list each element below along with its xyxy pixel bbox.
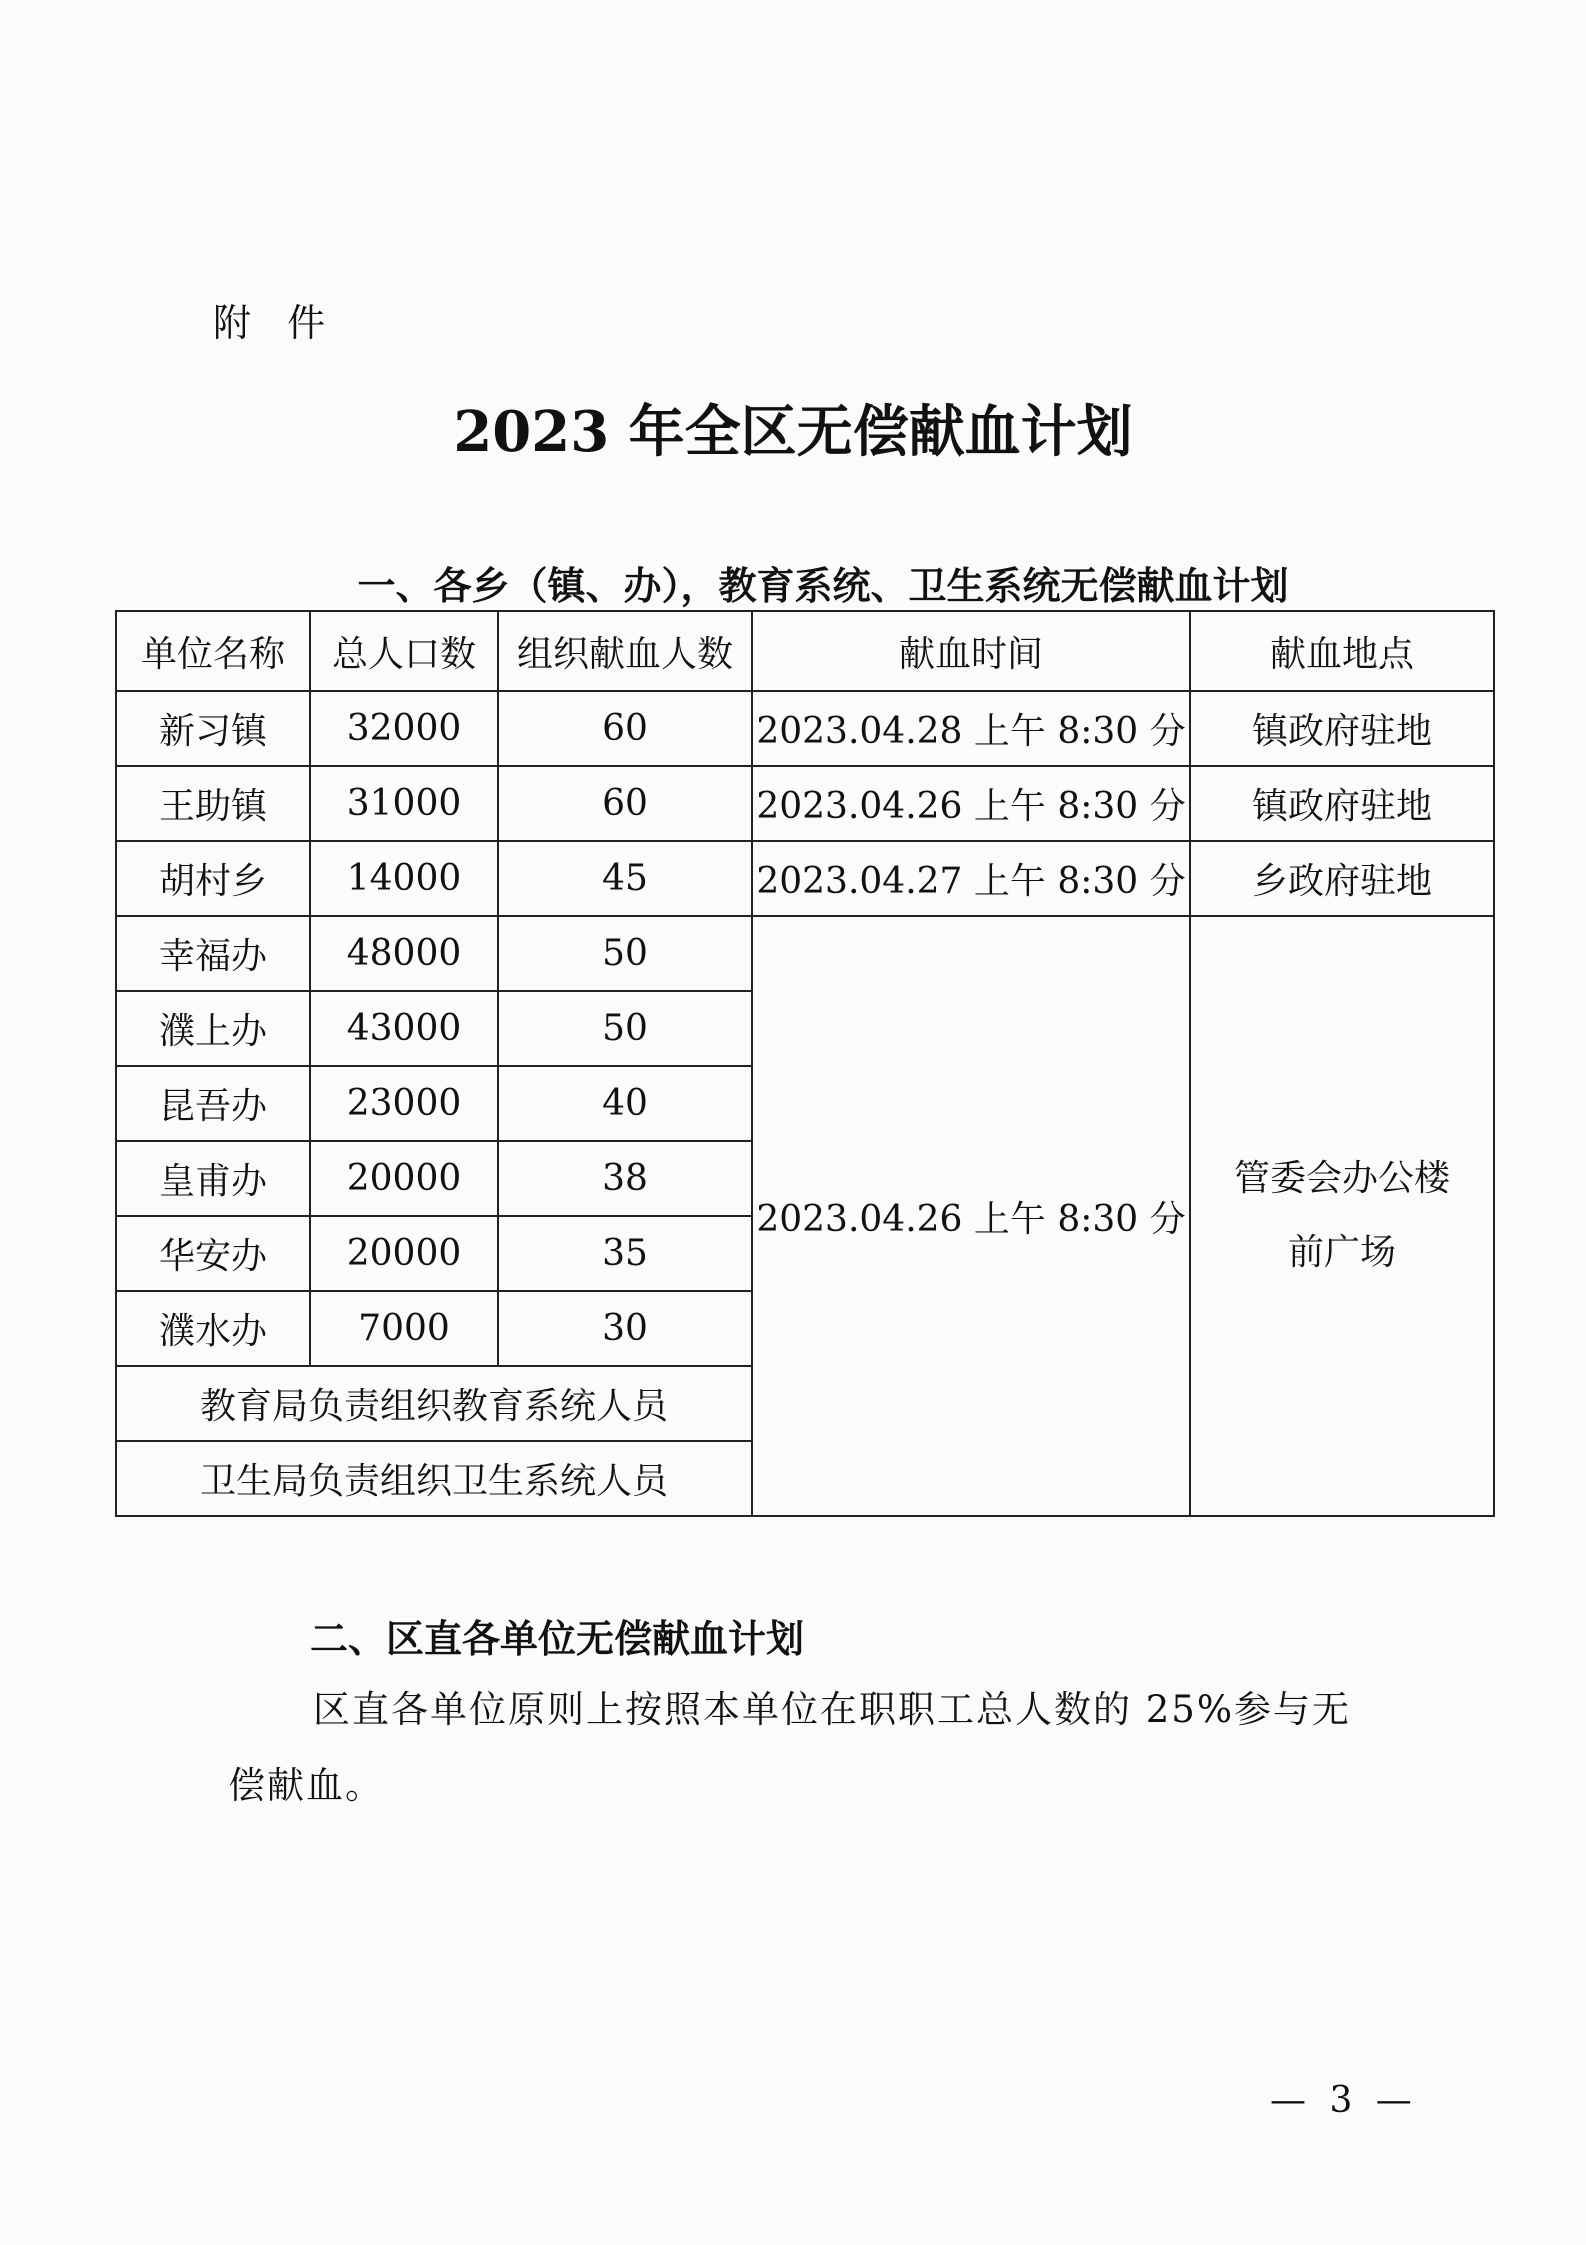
cell-time: 2023.04.28 上午 8:30 分 bbox=[752, 691, 1190, 766]
table-row bbox=[116, 916, 1494, 991]
cell-population: 20000 bbox=[310, 1141, 498, 1216]
cell-donors: 50 bbox=[498, 916, 752, 991]
cell-population: 32000 bbox=[310, 691, 498, 766]
cell-population: 23000 bbox=[310, 1066, 498, 1141]
cell-unit: 幸福办 bbox=[116, 916, 310, 991]
table-header-row bbox=[116, 611, 1494, 691]
header-population: 总人口数 bbox=[310, 611, 498, 691]
cell-donors: 40 bbox=[498, 1066, 752, 1141]
cell-unit: 华安办 bbox=[116, 1216, 310, 1291]
cell-population: 31000 bbox=[310, 766, 498, 841]
section2-paragraph: 区直各单位原则上按照本单位在职职工总人数的 25%参与无偿献血。 bbox=[228, 1688, 1351, 1807]
cell-unit: 昆吾办 bbox=[116, 1066, 310, 1141]
cell-donors: 50 bbox=[498, 991, 752, 1066]
cell-donors: 35 bbox=[498, 1216, 752, 1291]
cell-donors: 30 bbox=[498, 1291, 752, 1366]
merged-time-cell: 2023.04.26 上午 8:30 分 bbox=[752, 916, 1190, 1516]
merged-location-cell bbox=[1190, 916, 1494, 1516]
header-location: 献血地点 bbox=[1190, 611, 1494, 691]
cell-location: 镇政府驻地 bbox=[1190, 691, 1494, 766]
cell-donors: 45 bbox=[498, 841, 752, 916]
education-row-cell: 教育局负责组织教育系统人员 bbox=[116, 1366, 752, 1441]
cell-population: 14000 bbox=[310, 841, 498, 916]
section2-heading: 二、区直各单位无偿献血计划 bbox=[310, 1617, 805, 1661]
section1-heading: 一、各乡（镇、办），教育系统、卫生系统无偿献血计划 bbox=[357, 564, 1289, 608]
cell-donors: 38 bbox=[498, 1141, 752, 1216]
cell-unit: 濮水办 bbox=[116, 1291, 310, 1366]
donation-plan-table bbox=[115, 610, 1495, 1517]
cell-unit: 新习镇 bbox=[116, 691, 310, 766]
merged-location-line2: 前广场 bbox=[1287, 1232, 1396, 1273]
cell-unit: 胡村乡 bbox=[116, 841, 310, 916]
cell-time: 2023.04.27 上午 8:30 分 bbox=[752, 841, 1190, 916]
table-row bbox=[116, 841, 1494, 916]
header-time: 献血时间 bbox=[752, 611, 1190, 691]
cell-location: 镇政府驻地 bbox=[1190, 766, 1494, 841]
attachment-label: 附 件 bbox=[213, 301, 338, 345]
table-row bbox=[116, 691, 1494, 766]
table-row bbox=[116, 766, 1494, 841]
cell-donors: 60 bbox=[498, 766, 752, 841]
cell-time: 2023.04.26 上午 8:30 分 bbox=[752, 766, 1190, 841]
document-title: 2023 年全区无偿献血计划 bbox=[453, 399, 1133, 465]
cell-unit: 皇甫办 bbox=[116, 1141, 310, 1216]
cell-population: 48000 bbox=[310, 916, 498, 991]
cell-unit: 濮上办 bbox=[116, 991, 310, 1066]
page-number: — 3 — bbox=[1270, 2080, 1418, 2121]
cell-unit: 王助镇 bbox=[116, 766, 310, 841]
header-unit: 单位名称 bbox=[116, 611, 310, 691]
cell-population: 43000 bbox=[310, 991, 498, 1066]
health-row-cell: 卫生局负责组织卫生系统人员 bbox=[116, 1441, 752, 1516]
merged-location-line1: 管委会办公楼 bbox=[1233, 1158, 1450, 1199]
cell-location: 乡政府驻地 bbox=[1190, 841, 1494, 916]
cell-population: 7000 bbox=[310, 1291, 498, 1366]
cell-donors: 60 bbox=[498, 691, 752, 766]
header-donors: 组织献血人数 bbox=[498, 611, 752, 691]
cell-population: 20000 bbox=[310, 1216, 498, 1291]
